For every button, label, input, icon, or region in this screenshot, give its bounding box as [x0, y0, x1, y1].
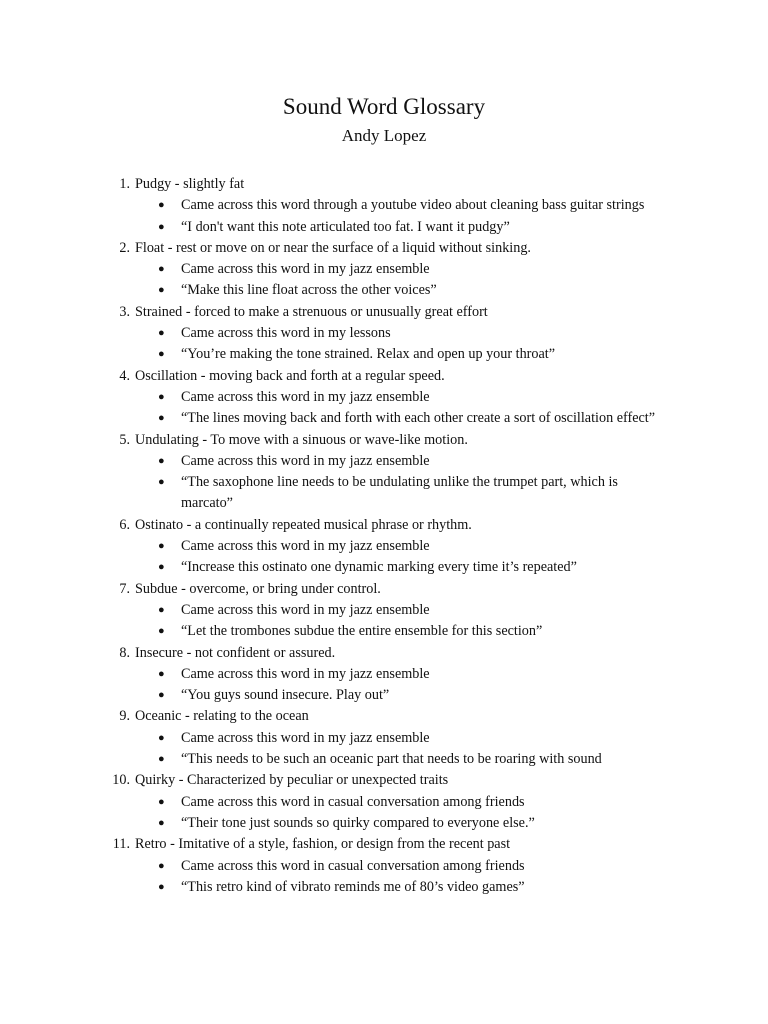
entry-number: 8.: [119, 644, 130, 661]
bullet-icon: ●: [158, 816, 165, 829]
entry-term-line: [0, 302, 768, 323]
bullet-icon: ●: [158, 476, 165, 489]
entry-term-line: [0, 366, 768, 387]
bullet-icon: ●: [158, 625, 165, 638]
entry-notes: [0, 792, 768, 835]
note-item: [0, 259, 768, 280]
entry-notes: [0, 195, 768, 238]
entry-number: 9.: [119, 708, 130, 725]
note-item: [0, 536, 768, 557]
note-item: [0, 217, 768, 238]
bullet-icon: ●: [158, 561, 165, 574]
note-text: Came across this word in my jazz ensemble: [181, 665, 430, 682]
note-item: [0, 664, 768, 685]
note-item: [0, 280, 768, 301]
entry-number: 6.: [119, 516, 130, 533]
bullet-icon: ●: [158, 327, 165, 340]
entry-notes: [0, 451, 768, 515]
bullet-icon: ●: [158, 689, 165, 702]
note-text: Came across this word in casual conversation among friends: [181, 793, 525, 810]
entry-notes: [0, 600, 768, 643]
bullet-icon: ●: [158, 795, 165, 808]
entry-term: Ostinato - a continually repeated musical phrase or rhythm.: [135, 516, 472, 533]
entry-term-line: [0, 430, 768, 451]
note-text: “The lines moving back and forth with each other create a sort of oscillation effect”: [181, 410, 656, 427]
entry-term: Retro - Imitative of a style, fashion, or design from the recent past: [135, 836, 511, 853]
glossary-entry: [0, 770, 768, 834]
note-text: “The saxophone line needs to be undulating unlike the trumpet part, which is marcato”: [181, 474, 618, 512]
bullet-icon: ●: [158, 859, 165, 872]
note-item: [0, 877, 768, 898]
bullet-icon: ●: [158, 390, 165, 403]
note-item: [0, 728, 768, 749]
page-title: Sound Word Glossary: [282, 94, 486, 119]
entry-term: Quirky - Characterized by peculiar or unexpected traits: [135, 772, 449, 789]
entry-number: 7.: [119, 580, 130, 597]
entry-term: Oscillation - moving back and forth at a regular speed.: [135, 367, 445, 384]
note-item: [0, 621, 768, 642]
entry-term-line: [0, 579, 768, 600]
entry-term-line: [0, 515, 768, 536]
note-text: “Let the trombones subdue the entire ensemble for this section”: [181, 623, 543, 640]
note-item: [0, 323, 768, 344]
note-item: [0, 195, 768, 216]
glossary-entry: [0, 834, 768, 898]
glossary-entry: [0, 238, 768, 302]
glossary-entry: [0, 430, 768, 515]
note-text: “Increase this ostinato one dynamic marking every time it’s repeated”: [181, 559, 577, 576]
bullet-icon: ●: [158, 603, 165, 616]
note-text: Came across this word in my lessons: [181, 325, 391, 342]
note-item: [0, 344, 768, 365]
entry-number: 1.: [119, 176, 130, 192]
entry-term: Subdue - overcome, or bring under control.: [135, 580, 381, 597]
entry-number: 4.: [119, 367, 130, 384]
glossary-entry: [0, 706, 768, 770]
entry-term: Oceanic - relating to the ocean: [135, 708, 309, 725]
note-item: [0, 600, 768, 621]
note-text: “Make this line float across the other voices”: [181, 282, 437, 299]
note-text: Came across this word through a youtube video about cleaning bass guitar strings: [181, 197, 645, 214]
entry-term-line: [0, 174, 768, 195]
note-text: Came across this word in my jazz ensemble: [181, 261, 430, 278]
glossary-entry: [0, 643, 768, 707]
entry-number: 5.: [119, 431, 130, 448]
entry-term: Insecure - not confident or assured.: [135, 644, 336, 661]
entry-term-line: [0, 706, 768, 727]
entry-notes: [0, 323, 768, 366]
note-item: [0, 792, 768, 813]
bullet-icon: ●: [158, 731, 165, 744]
bullet-icon: ●: [158, 454, 165, 467]
entry-term: Float - rest or move on or near the surface of a liquid without sinking.: [135, 239, 531, 256]
entry-number: 2.: [119, 239, 130, 256]
glossary-entry: [0, 579, 768, 643]
bullet-icon: ●: [158, 220, 165, 233]
bullet-icon: ●: [158, 540, 165, 553]
note-text: Came across this word in casual conversation among friends: [181, 857, 525, 874]
entry-term: Strained - forced to make a strenuous or unusually great effort: [135, 303, 488, 320]
glossary-list: [0, 174, 768, 898]
bullet-icon: ●: [158, 880, 165, 893]
glossary-entry: [0, 515, 768, 579]
note-item: [0, 856, 768, 877]
bullet-icon: ●: [158, 199, 165, 212]
entry-notes: [0, 856, 768, 899]
note-text: Came across this word in my jazz ensemble: [181, 538, 430, 555]
bullet-icon: ●: [158, 412, 165, 425]
entry-notes: [0, 536, 768, 579]
note-text: “You guys sound insecure. Play out”: [181, 687, 390, 704]
note-text: Came across this word in my jazz ensemble: [181, 601, 430, 618]
entry-term-line: [0, 238, 768, 259]
note-item: [0, 813, 768, 834]
note-text: “Their tone just sounds so quirky compared to everyone else.”: [181, 814, 535, 831]
bullet-icon: ●: [158, 348, 165, 361]
note-item: [0, 408, 768, 429]
note-text: Came across this word in my jazz ensemble: [181, 388, 430, 405]
note-item: [0, 749, 768, 770]
bullet-icon: ●: [158, 284, 165, 297]
bullet-icon: ●: [158, 667, 165, 680]
bullet-icon: ●: [158, 263, 165, 276]
entry-term-line: [0, 834, 768, 855]
note-item: [0, 557, 768, 578]
entry-term: Undulating - To move with a sinuous or wave-like motion.: [135, 431, 468, 448]
glossary-entry: [0, 366, 768, 430]
note-item: [0, 685, 768, 706]
entry-notes: [0, 259, 768, 302]
note-text: “You’re making the tone strained. Relax and open up your throat”: [181, 346, 556, 363]
note-item: [0, 387, 768, 408]
note-item: [0, 472, 768, 515]
entry-term: Pudgy - slightly fat: [135, 176, 245, 192]
bullet-icon: ●: [158, 753, 165, 766]
glossary-entry: [0, 302, 768, 366]
note-text: “I don't want this note articulated too fat. I want it pudgy”: [181, 218, 510, 235]
note-text: “This retro kind of vibrato reminds me of 80’s video games”: [181, 878, 525, 895]
note-item: [0, 451, 768, 472]
note-text: Came across this word in my jazz ensemble: [181, 452, 430, 469]
entry-term-line: [0, 643, 768, 664]
note-text: “This needs to be such an oceanic part that needs to be roaring with sound: [181, 751, 602, 768]
glossary-entry: [0, 174, 768, 238]
entry-term-line: [0, 770, 768, 791]
entry-notes: [0, 664, 768, 707]
note-text: Came across this word in my jazz ensemble: [181, 729, 430, 746]
entry-notes: [0, 728, 768, 771]
entry-number: 10.: [112, 772, 130, 789]
author-name: Andy Lopez: [341, 126, 427, 145]
entry-notes: [0, 387, 768, 430]
entry-number: 11.: [112, 836, 130, 853]
entry-number: 3.: [119, 303, 130, 320]
